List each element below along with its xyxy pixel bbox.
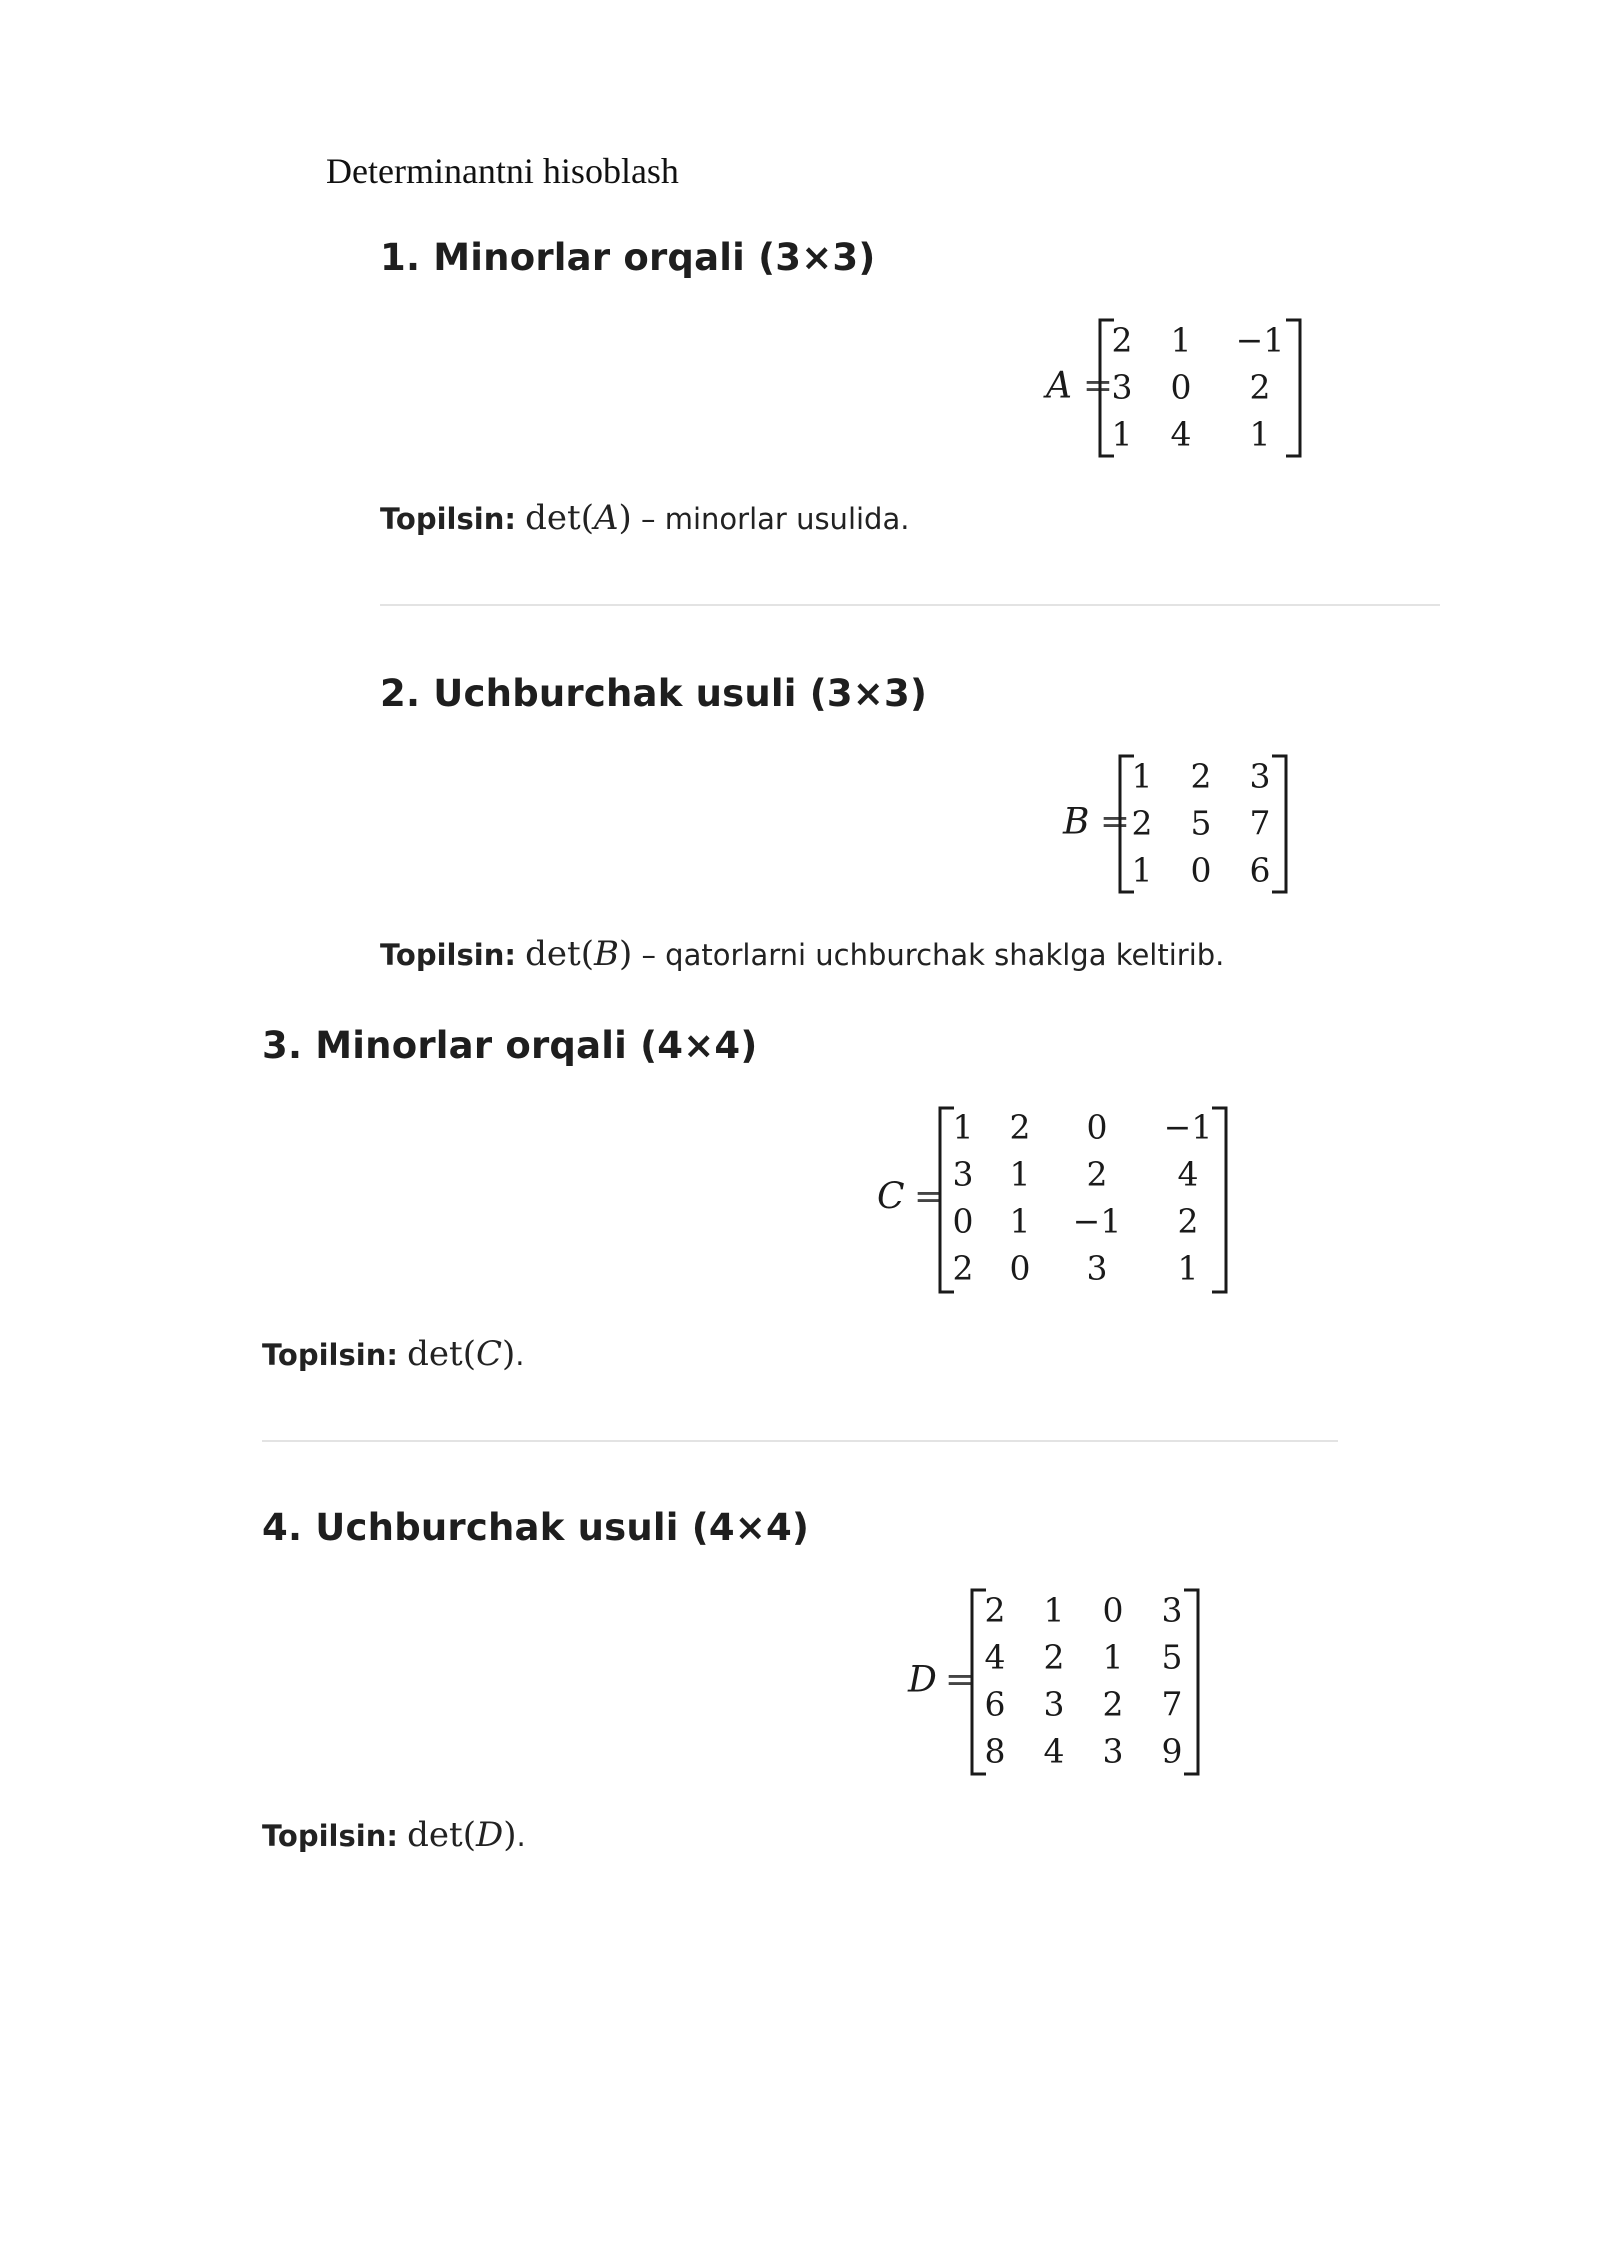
right-bracket <box>1212 1108 1226 1292</box>
matrix-entry: 1 <box>1102 1637 1124 1677</box>
matrix-entry: 0 <box>1170 367 1192 407</box>
section-1-task <box>380 498 909 539</box>
matrix-entry: 2 <box>1086 1154 1108 1194</box>
matrix-entry: 8 <box>984 1731 1006 1771</box>
matrix-entry: 1 <box>1043 1590 1065 1630</box>
section-divider <box>380 604 1440 606</box>
matrix-a <box>1036 310 1320 476</box>
matrix-entry: 1 <box>1111 414 1133 454</box>
matrix-name: A <box>1046 365 1072 407</box>
det-function: det <box>525 498 581 538</box>
matrix-b <box>1053 746 1306 912</box>
matrix-entry: 2 <box>1131 803 1153 843</box>
matrix-entry: 0 <box>1009 1248 1031 1288</box>
right-bracket <box>1184 1590 1198 1774</box>
matrix-entry: 2 <box>952 1248 974 1288</box>
matrix-svg <box>867 1098 1246 1312</box>
matrix-entry: 1 <box>1170 320 1192 360</box>
matrix-name: C <box>877 1176 905 1218</box>
matrix-entry: −1 <box>1072 1201 1122 1241</box>
matrix-entry: 2 <box>1043 1637 1065 1677</box>
matrix-variable: C <box>475 1334 502 1374</box>
matrix-entry: 2 <box>1102 1684 1124 1724</box>
matrix-entry: 1 <box>1131 756 1153 796</box>
matrix-c <box>867 1098 1246 1312</box>
matrix-entry: 0 <box>1190 850 1212 890</box>
page-title: Determinantni hisoblash <box>326 151 679 191</box>
section-1-heading: 1. Minorlar orqali (3×3) <box>380 236 876 279</box>
matrix-entry: 5 <box>1190 803 1212 843</box>
matrix-svg <box>1036 310 1320 476</box>
task-label: Topilsin: <box>380 938 516 972</box>
matrix-entry: 2 <box>984 1590 1006 1630</box>
section-divider <box>262 1440 1338 1442</box>
matrix-svg <box>1053 746 1306 912</box>
matrix-entry: 2 <box>1111 320 1133 360</box>
matrix-entry: 3 <box>1086 1248 1108 1288</box>
matrix-entry: 2 <box>1249 367 1271 407</box>
matrix-entry: 4 <box>984 1637 1006 1677</box>
right-bracket <box>1286 320 1300 456</box>
section-3-heading: 3. Minorlar orqali (4×4) <box>262 1024 758 1067</box>
task-description: . <box>515 1338 525 1372</box>
matrix-entry: 7 <box>1161 1684 1183 1724</box>
matrix-entry: 3 <box>952 1154 974 1194</box>
matrix-variable: D <box>475 1815 504 1855</box>
matrix-entry: 2 <box>1177 1201 1199 1241</box>
matrix-entry: 1 <box>1249 414 1271 454</box>
matrix-d <box>898 1580 1218 1794</box>
matrix-entry: 0 <box>1102 1590 1124 1630</box>
paren-close: ) <box>503 1815 517 1855</box>
matrix-entry: −1 <box>1163 1107 1213 1147</box>
matrix-entry: −1 <box>1235 320 1285 360</box>
paren-close: ) <box>618 498 632 538</box>
section-4-heading: 4. Uchburchak usuli (4×4) <box>262 1506 810 1549</box>
matrix-entry: 2 <box>1009 1107 1031 1147</box>
equals-sign: = <box>913 1176 945 1218</box>
matrix-entry: 1 <box>952 1107 974 1147</box>
section-3-task <box>262 1334 524 1375</box>
matrix-entry: 2 <box>1190 756 1212 796</box>
matrix-variable: B <box>593 934 619 974</box>
matrix-entry: 3 <box>1249 756 1271 796</box>
equals-sign: = <box>1082 365 1114 407</box>
matrix-entry: 1 <box>1131 850 1153 890</box>
right-bracket <box>1272 756 1286 892</box>
task-label: Topilsin: <box>380 502 516 536</box>
task-label: Topilsin: <box>262 1338 398 1372</box>
matrix-entry: 3 <box>1102 1731 1124 1771</box>
matrix-entry: 3 <box>1111 367 1133 407</box>
section-2-heading: 2. Uchburchak usuli (3×3) <box>380 672 928 715</box>
matrix-entry: 1 <box>1009 1154 1031 1194</box>
matrix-entry: 0 <box>952 1201 974 1241</box>
det-function: det <box>407 1815 463 1855</box>
matrix-entry: 1 <box>1009 1201 1031 1241</box>
matrix-entry: 4 <box>1177 1154 1199 1194</box>
det-function: det <box>525 934 581 974</box>
matrix-entry: 6 <box>984 1684 1006 1724</box>
paren-open: ( <box>580 934 594 974</box>
matrix-entry: 4 <box>1043 1731 1065 1771</box>
paren-open: ( <box>580 498 594 538</box>
matrix-entry: 9 <box>1161 1731 1183 1771</box>
matrix-entry: 5 <box>1161 1637 1183 1677</box>
det-function: det <box>407 1334 463 1374</box>
matrix-entry: 3 <box>1161 1590 1183 1630</box>
matrix-entry: 4 <box>1170 414 1192 454</box>
matrix-name: B <box>1063 801 1090 843</box>
task-description: – qatorlarni uchburchak shaklga keltirib. <box>632 938 1225 972</box>
paren-open: ( <box>462 1815 476 1855</box>
matrix-entry: 3 <box>1043 1684 1065 1724</box>
section-2-task <box>380 934 1224 975</box>
task-label: Topilsin: <box>262 1819 398 1853</box>
equals-sign: = <box>1099 801 1131 843</box>
matrix-svg <box>898 1580 1218 1794</box>
paren-close: ) <box>618 934 633 974</box>
matrix-entry: 7 <box>1249 803 1271 843</box>
task-description: – minorlar usulida. <box>631 502 910 536</box>
task-description: . <box>516 1819 526 1853</box>
matrix-entry: 0 <box>1086 1107 1108 1147</box>
matrix-entry: 1 <box>1177 1248 1199 1288</box>
equals-sign: = <box>944 1659 976 1701</box>
matrix-entry: 6 <box>1249 850 1271 890</box>
matrix-variable: A <box>593 498 619 538</box>
paren-open: ( <box>462 1334 476 1374</box>
paren-close: ) <box>502 1334 516 1374</box>
matrix-name: D <box>908 1659 937 1701</box>
section-4-task <box>262 1815 526 1856</box>
